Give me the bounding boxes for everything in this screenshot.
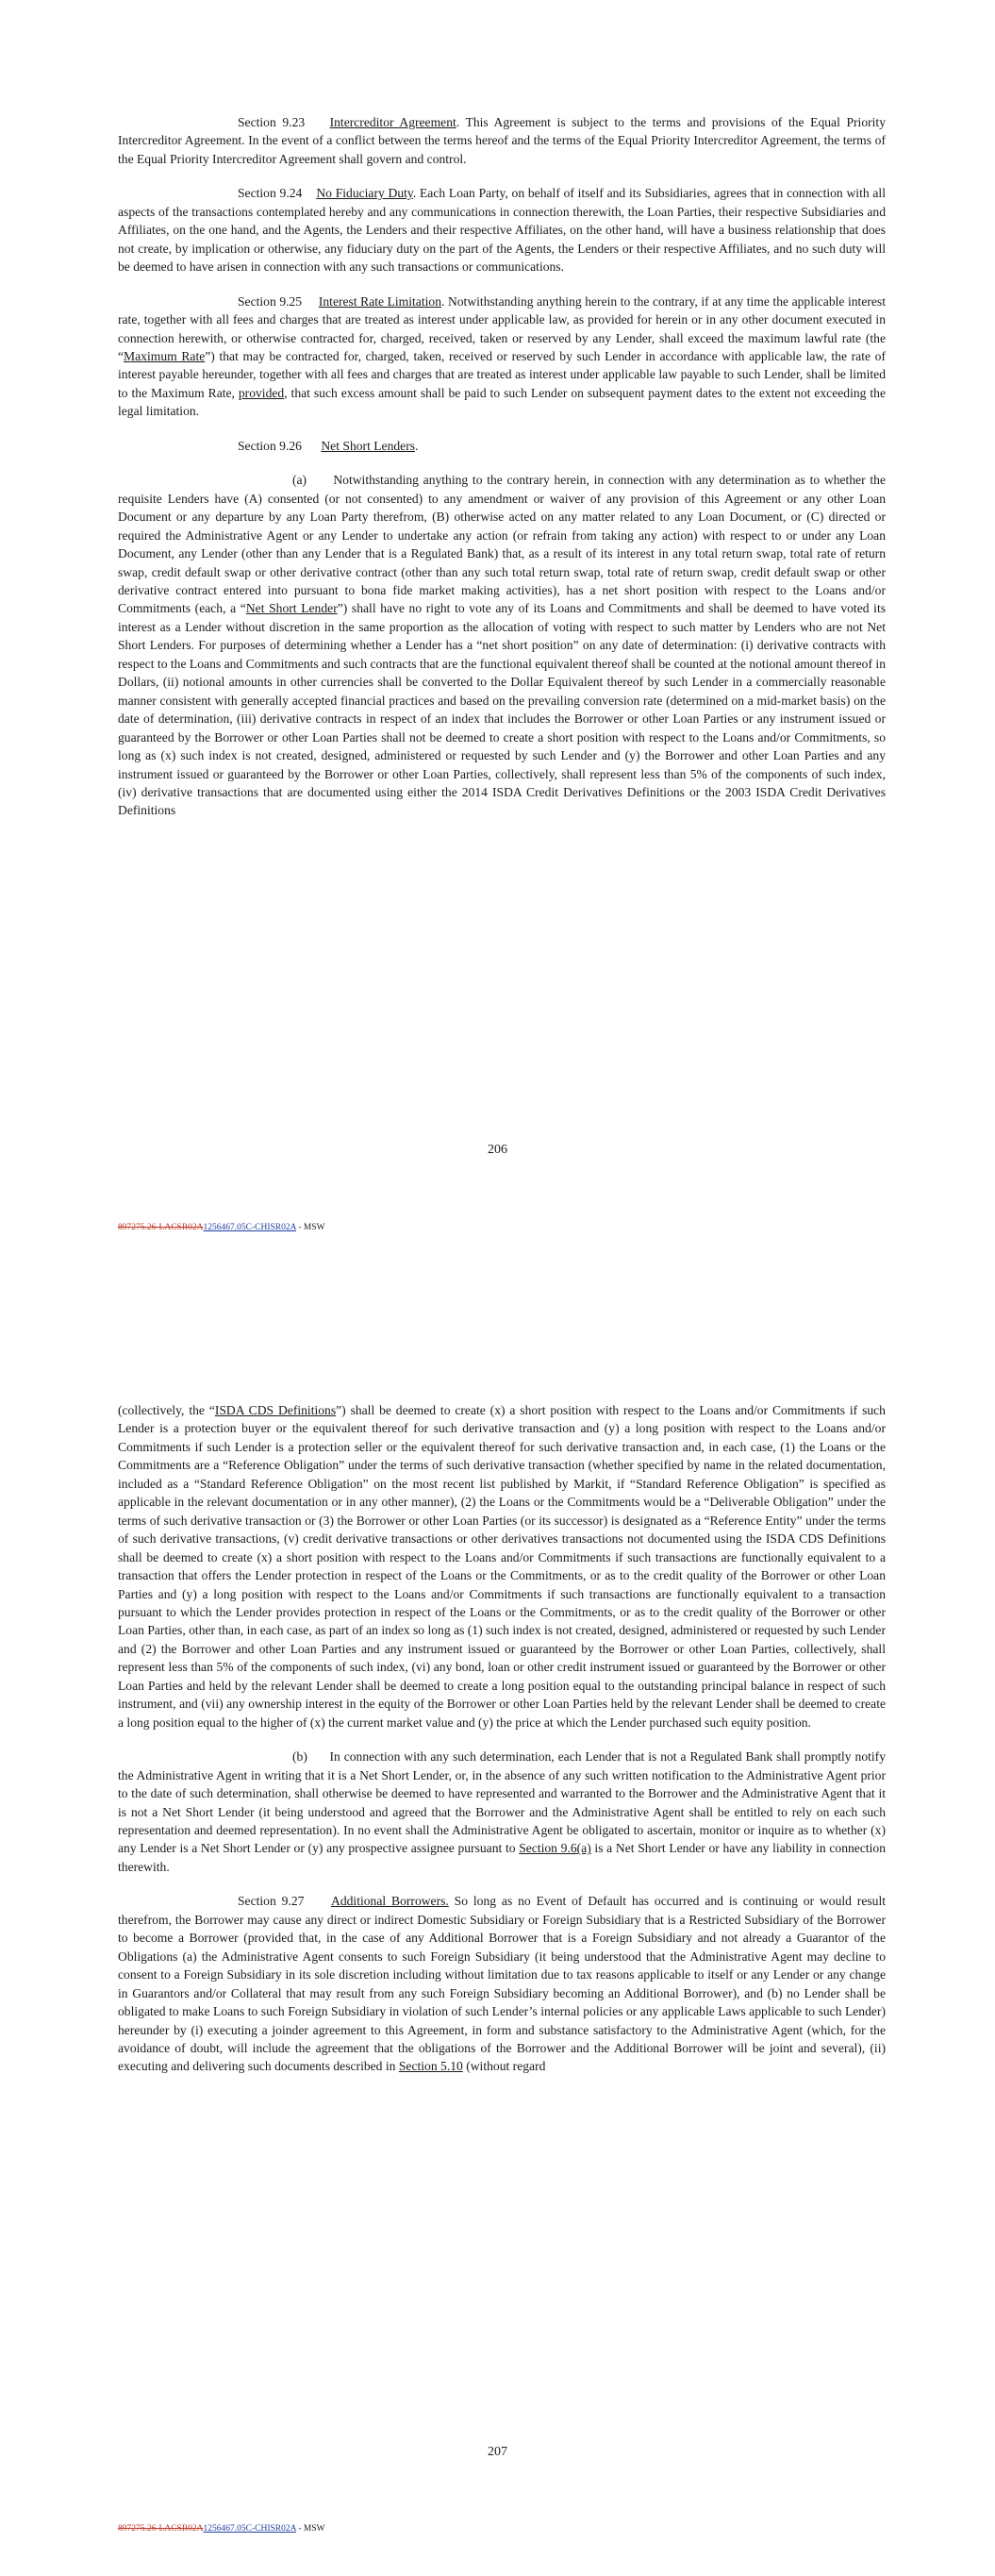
section-title: Intercreditor Agreement bbox=[329, 115, 456, 129]
subsection-text: Notwithstanding anything to the contrary herein, in connection with any determination as to whether the requisite Lenders have (A) consented (or not consented) to any amendment or waiver of any provision of this Agreement or any other Loan Document or any departure by any Loan Party therefrom, (B) otherwise acted on any matter related to any Loan Document, or (C) directed or required the Administrative Agent or any Lender to undertake any action (or refrain from taking any action) with respect to or under any Loan Document, any Lender (other than any Lender that is a Regulated Bank) that, as a result of its interest in any total return swap, total rate of return swap, credit default swap or other derivative contract (other than any such total return swap, total rate of return swap, credit default swap or other derivative contract entered into pursuant to bona fide market making activities), has a net short position with respect to the Loans and/or Commitments (each, a “ bbox=[118, 473, 886, 616]
subsection-text: is a Net Short Lender or have any liability in connection therewith. bbox=[118, 1841, 887, 1874]
section-text: ”) that may be contracted for, charged, taken, received or reserved by such Lender in accordance with applicable law, the rate of interest payable hereunder, together with all fees and charges that are treated as interest under applicable law payable to such Lender, shall be limited to the Maximum Rate, bbox=[118, 348, 886, 400]
section-9-26-heading bbox=[118, 437, 886, 455]
section-text: . Notwithstanding anything herein to the contrary, if at any time the applicable interest rate, together with all fees and charges that are treated as interest under applicable law, as provided for herein or in any other document executed in connection herewith, or otherwise contracted for, charged, received, taken or reserved by any Lender, shall exceed the maximum lawful rate (the “ bbox=[118, 293, 886, 363]
section-number: Section 9.23 bbox=[238, 115, 306, 129]
document-page-207 bbox=[0, 1288, 995, 2576]
section-title-period: . bbox=[415, 438, 419, 453]
document-footer-id bbox=[118, 1223, 325, 1232]
footer-suffix: - MSW bbox=[295, 1223, 325, 1232]
section-text: So long as no Event of Default has occurred and is continuing or would result therefrom, the Borrower may cause any direct or indirect Domestic Subsidiary or Foreign Subsidiary that is a Restricted Subsidiary of the Borrower to become a Borrower (provided that, in the case of any Additional Borrower that is a Foreign Subsidiary and not already a Guarantor of the Obligations (a) the Administrative Agent consents to such Foreign Subsidiary (it being understood that the Administrative Agent may decline to consent to a Foreign Subsidiary in its sole discretion including without limitation due to tax reasons applicable to itself or any Lender or any change in Guarantors and/or Collateral that may result from any such Foreign Subsidiary becoming an Additional Borrower), and (b) no Lender shall be obligated to make Loans to such Foreign Subsidiary in violation of such Lender’s internal policies or any applicable Laws applicable to such Lender) hereunder by (i) executing a joinder agreement to this Agreement, in form and substance satisfactory to the Administrative Agent (which, for the avoidance of doubt, will include the agreement that the obligations of the Borrower and the Additional Borrower will be joint and several), (ii) executing and delivering such documents described in bbox=[118, 1894, 887, 2074]
section-title: Net Short Lenders bbox=[321, 438, 416, 453]
deleted-doc-id: 897275.26-LACSR02A bbox=[118, 1223, 204, 1232]
section-text: . This Agreement is subject to the terms and provisions of the Equal Priority Intercreditor Agreement. In the event of a conflict between the terms hereof and the terms of the Equal Priority Intercreditor Agreement, the terms of the Equal Priority Intercreditor Agreement shall govern and control. bbox=[118, 115, 887, 166]
subsection-label: (b) bbox=[292, 1749, 307, 1765]
section-title: Interest Rate Limitation bbox=[318, 293, 441, 309]
section-title: No Fiduciary Duty bbox=[316, 186, 413, 201]
page-body bbox=[118, 1401, 886, 2092]
subsection-text: ”) shall have no right to vote any of its Loans and Commitments and shall be deemed to have voted its interest as a Lender without discretion in the same proportion as the allocation of voting with respect to such matter by Lenders who are not Net Short Lenders. For purposes of determining whether a Lender has a “net short position” on any date of determination: (i) derivative contracts with respect to the Loans and Commitments and such contracts that are the functional equivalent thereof shall be counted at the notional amount thereof in Dollars, (ii) notional amounts in other currencies shall be converted to the Dollar Equivalent thereof by such Lender in a commercially reasonable manner consistent with generally accepted financial practices and based on the prevailing conversion rate (determined on a mid-market basis) on the date of determination, (iii) derivative contracts in respect of an index that includes the Borrower or other Loan Parties or any instrument issued or guaranteed by the Borrower or other Loan Parties shall not be deemed to create a short position with respect to the Loans and/or Commitments, so long as (x) such index is not created, designed, administered or requested by such Lender and (y) the Borrower and other Loan Parties and any instrument issued or guaranteed by the Borrower or other Loan Parties, collectively, shall represent less than 5% of the components of such index, (iv) derivative transactions that are documented using either the 2014 ISDA Credit Derivatives Definitions or the 2003 ISDA Credit Derivatives Definitions bbox=[118, 601, 887, 818]
document-footer-id bbox=[118, 2524, 325, 2534]
section-number: Section 9.25 bbox=[238, 293, 303, 309]
section-text: . Each Loan Party, on behalf of itself and its Subsidiaries, agrees that in connection with all aspects of the transactions contemplated hereby and any communications in connection therewith, the Loan Parties, their respective Subsidiaries and Affiliates, on the one hand, and the Agents, the Lenders and their respective Affiliates, on the other hand, will have a business relationship that does not create, by implication or otherwise, any fiduciary duty on the part of the Agents, the Lenders or their respective Affiliates, and no such duty will be deemed to have arisen in connection with any such transactions or communications. bbox=[118, 186, 886, 275]
section-9-23 bbox=[118, 113, 886, 168]
cross-reference-link[interactable]: Section 5.10 bbox=[398, 2059, 463, 2074]
section-9-27 bbox=[118, 1892, 886, 2076]
page-number: 207 bbox=[488, 2445, 507, 2459]
footer-suffix: - MSW bbox=[295, 2524, 325, 2534]
page-number: 206 bbox=[488, 1143, 507, 1157]
paragraph-text: ”) shall be deemed to create (x) a short position with respect to the Loans and/or Commitments if such Lender is a protection buyer or the equivalent thereof for such derivative transaction and (y) a long position with respect to the Loans and/or Commitments if such Lender is a protection seller or the equivalent thereof for such derivative transaction and, in each case, (1) the Loans or the Commitments are a “Reference Obligation” under the terms of such derivative transaction (whether specified by name in the related documentation, included as a “Standard Reference Obligation” on the most recent list published by Markit, if “Standard Reference Obligation” is specified as applicable in the relevant documentation or in any other manner), (2) the Loans or the Commitments would be a “Deliverable Obligation” under the terms of such derivative transaction or (3) the Borrower or other Loan Parties (or its successor) is designated as a “Reference Entity” under the terms of such derivative transactions, (v) credit derivative transactions or other derivatives transactions not documented using the ISDA CDS Definitions shall be deemed to create (x) a short position with respect to the Loans and/or Commitments if such transactions are functionally equivalent to a transaction that offers the Lender protection in respect of the Loans or the Commitments, or as to the credit quality of the Borrower or other Loan Parties and (y) a long position with respect to the Loans and/or Commitments if such transactions are functionally equivalent to a transaction pursuant to which the Lender provides protection in respect of the Loans or the Commitments, or as to the credit quality of the Borrower or other Loan Parties, other than, in each case, as part of an index so long as (1) such index is not created, designed, administered or requested by such Lender and (2) the Borrower and other Loan Parties and any instrument issued or guaranteed by the Borrower or other Loan Parties, collectively, shall represent less than 5% of the components of such index, (vi) any bond, loan or other credit instrument issued or guaranteed by the Borrower or other Loan Parties and held by the relevant Lender shall be deemed to create a long position equal to the outstanding principal balance in respect of such instrument, and (vii) any ownership interest in the equity of the Borrower or other Loan Parties held by the relevant Lender shall be deemed to create a long position equal to the higher of (x) the current market value and (y) the price at which the Lender purchased such equity position. bbox=[118, 1403, 886, 1730]
section-number: Section 9.24 bbox=[238, 186, 303, 201]
inserted-doc-id: 1256467.05C-CHISR02A bbox=[203, 2524, 296, 2534]
section-9-26-a bbox=[118, 471, 886, 820]
defined-term-isda-cds: ISDA CDS Definitions bbox=[214, 1403, 337, 1417]
section-title: Additional Borrowers. bbox=[331, 1894, 449, 1909]
subsection-label: (a) bbox=[292, 473, 307, 488]
inserted-doc-id: 1256467.05C-CHISR02A bbox=[203, 1223, 296, 1232]
section-9-25 bbox=[118, 293, 886, 421]
section-number: Section 9.26 bbox=[238, 438, 302, 453]
deleted-doc-id: 897275.26-LACSR02A bbox=[118, 2524, 204, 2534]
section-text: (without regard bbox=[462, 2059, 546, 2074]
section-9-24 bbox=[118, 184, 886, 276]
section-number: Section 9.27 bbox=[238, 1894, 305, 1909]
section-text: , that such excess amount shall be paid to such Lender on subsequent payment dates to the extent not exceeding the legal limitation. bbox=[118, 385, 886, 419]
provided-term: provided bbox=[238, 385, 285, 400]
defined-term-net-short-lender: Net Short Lender bbox=[245, 601, 338, 616]
section-9-26-a-continued bbox=[118, 1401, 886, 1731]
page-body bbox=[118, 113, 886, 820]
paragraph-text: (collectively, the “ bbox=[118, 1403, 215, 1417]
defined-term-maximum-rate: Maximum Rate bbox=[124, 348, 206, 363]
subsection-text: In connection with any such determination, each Lender that is not a Regulated Bank shall promptly notify the Administrative Agent in writing that it is a Net Short Lender, or, in the absence of any such written notification to the Administrative Agent prior to the date of such determination, shall otherwise be deemed to have represented and warranted to the Borrower and the Administrative Agent that it is not a Net Short Lender (it being understood and agreed that the Borrower and the Administrative Agent shall be entitled to rely on each such representation and deemed representation). In no event shall the Administrative Agent be obligated to ascertain, monitor or inquire as to whether (x) any Lender is a Net Short Lender or (y) any prospective assignee pursuant to bbox=[118, 1749, 887, 1856]
section-9-26-b bbox=[118, 1748, 886, 1876]
cross-reference-link[interactable]: Section 9.6(a) bbox=[519, 1841, 591, 1856]
